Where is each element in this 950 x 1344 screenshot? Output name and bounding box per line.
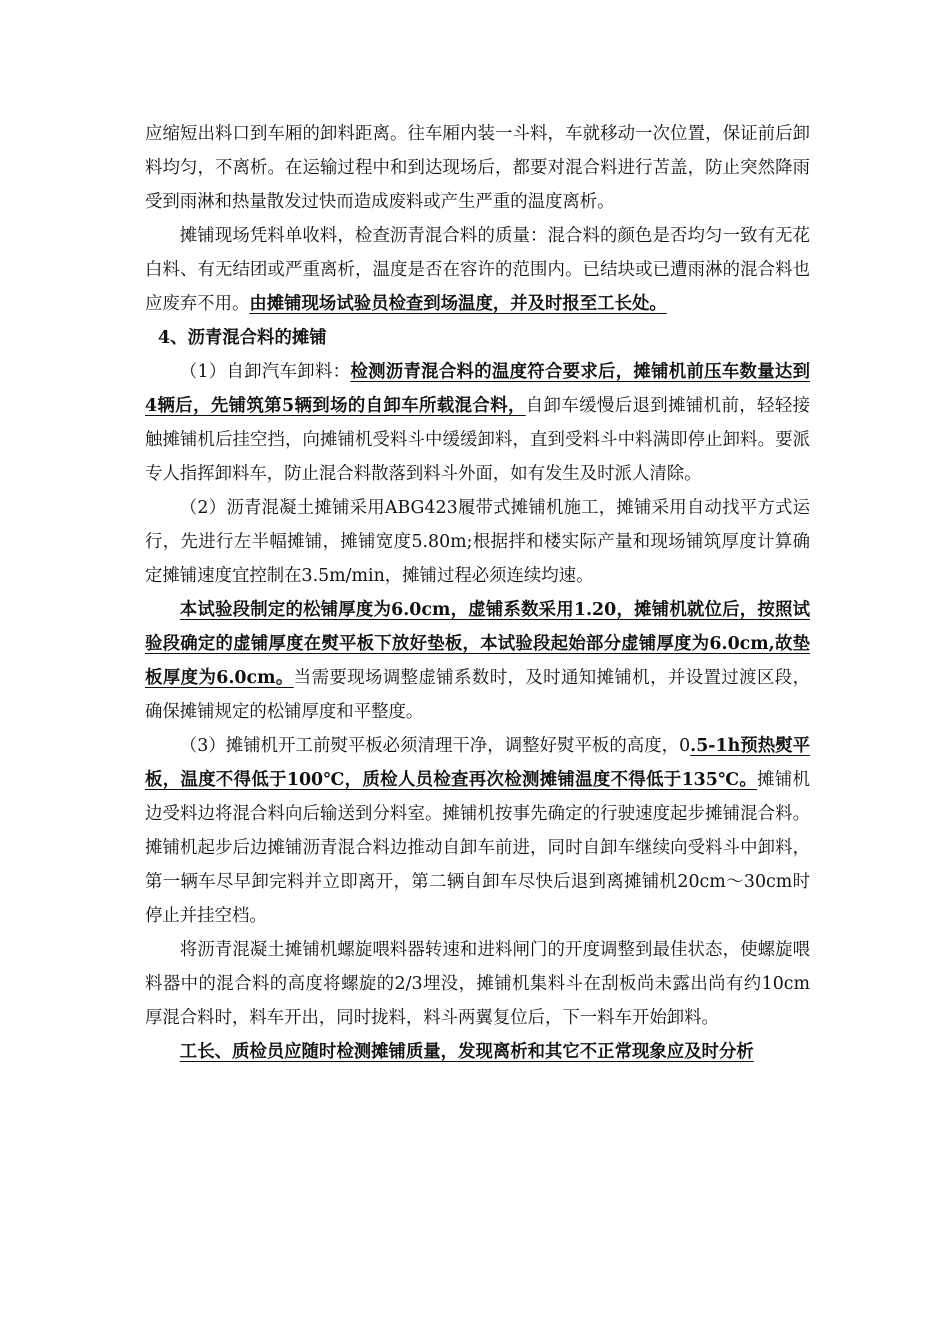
- quality-check-emphasis: 工长、质检员应随时检测摊铺质量，发现离析和其它不正常现象应及时分析: [179, 1042, 754, 1062]
- screed-preheat-emphasis: .5-1h预热熨平板，温度不得低于100℃，质检人员检查再次检测摊铺温度不得低于135℃。: [145, 736, 810, 790]
- paragraph-screed-preheat: [145, 729, 810, 933]
- paragraph-auger-adjustment: [145, 933, 810, 1035]
- document-body: [145, 117, 810, 1069]
- receiving-inspection-emphasis: 由摊铺现场试验员检查到场温度，并及时报至工长处。: [249, 294, 667, 314]
- receiving-inspection-text: 摊铺现场凭料单收料，检查沥青混合料的质量：混合料的颜色是否均匀一致有无花白料、有无结团或严重离析，温度是否在容许的范围内。已结块或已遭雨淋的混合料也应废弃不用。: [145, 226, 810, 314]
- paragraph-loose-thickness: [145, 593, 810, 729]
- paragraph-dump-truck-unloading: [145, 355, 810, 491]
- dump-truck-rest: 自卸车缓慢后退到摊铺机前，轻轻接触摊铺机后挂空挡，向摊铺机受料斗中缓缓卸料，直到受料斗中料满即停止卸料。要派专人指挥卸料车，防止混合料散落到料斗外面，如有发生及时派人清除。: [145, 396, 811, 484]
- paragraph-transport: [145, 117, 810, 219]
- dump-truck-lead: （1）自卸汽车卸料：: [179, 362, 351, 382]
- dump-truck-emphasis: 检测沥青混合料的温度符合要求后，摊铺机前压车数量达到4辆后，先铺筑第5辆到场的自卸车所载混合料，: [145, 362, 810, 416]
- screed-preheat-rest: 摊铺机边受料边将混合料向后输送到分料室。摊铺机按事先确定的行驶速度起步摊铺混合料。摊铺机起步后边摊铺沥青混合料边推动自卸车前进，同时自卸车继续向受料斗中卸料，第一辆车尽早卸完料并立即离开，第二辆自卸车尽快后退到离摊铺机20cm～30cm时停止并挂空档。: [145, 770, 810, 926]
- section-heading-paving: 4、沥青混合料的摊铺: [158, 328, 327, 348]
- paragraph-paver-operation: [145, 491, 810, 593]
- screed-preheat-lead: （3）摊铺机开工前熨平板必须清理干净，调整好熨平板的高度，0: [179, 736, 691, 756]
- loose-thickness-emphasis: 本试验段制定的松铺厚度为6.0cm，虚铺系数采用1.20，摊铺机就位后，按照试验段确定的虚铺厚度在熨平板下放好垫板，本试验段起始部分虚铺厚度为6.0cm,故垫板厚度为6.0cm。: [145, 600, 810, 688]
- paragraph-receiving-inspection: [145, 219, 810, 321]
- paragraph-transport-text: 应缩短出料口到车厢的卸料距离。往车厢内装一斗料，车就移动一次位置，保证前后卸料均匀，不离析。在运输过程中和到达现场后，都要对混合料进行苫盖，防止突然降雨受到雨淋和热量散发过快而造成废料或产生严重的温度离析。: [145, 124, 810, 212]
- loose-thickness-rest: 当需要现场调整虚铺系数时，及时通知摊铺机，并设置过渡区段，确保摊铺规定的松铺厚度和平整度。: [145, 668, 810, 722]
- auger-adjustment-text: 将沥青混凝土摊铺机螺旋喂料器转速和进料闸门的开度调整到最佳状态，使螺旋喂料器中的混合料的高度将螺旋的2/3埋没，摊铺机集料斗在刮板尚未露出尚有约10cm厚混合料时，料车开出，同时拢料，料斗两翼复位后，下一料车开始卸料。: [145, 940, 810, 1028]
- paragraph-quality-check: [145, 1035, 810, 1069]
- paver-operation-text: （2）沥青混凝土摊铺采用ABG423履带式摊铺机施工，摊铺采用自动找平方式运行，先进行左半幅摊铺，摊铺宽度5.80m;根据拌和楼实际产量和现场铺筑厚度计算确定摊铺速度宜控制在3.5m/min，摊铺过程必须连续均速。: [145, 498, 810, 586]
